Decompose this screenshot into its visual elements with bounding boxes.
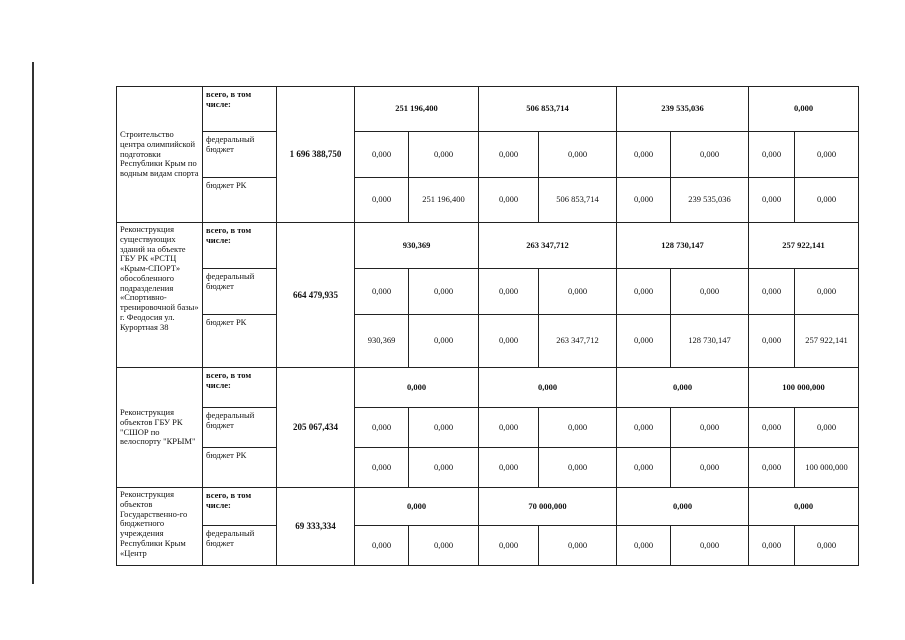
federal-cell: 0,000 [479, 269, 539, 315]
federal-cell: 0,000 [795, 526, 859, 566]
year-sum-3: 239 535,036 [617, 87, 749, 132]
regional-cell: 0,000 [409, 315, 479, 368]
budget-table [116, 86, 859, 566]
federal-cell: 0,000 [617, 408, 671, 448]
object-name: Реконструкция существующих зданий на объекте ГБУ РК «РСТЦ «Крым-СПОРТ» обособленного подразделения «Спортивно-тренировочной базы» г. Феодосия ул. Курортная 38 [117, 223, 203, 368]
regional-cell: 0,000 [355, 178, 409, 223]
label-federal: федеральный бюджет [203, 526, 277, 566]
federal-cell: 0,000 [617, 132, 671, 178]
object-total: 1 696 388,750 [277, 87, 355, 223]
year-sum-2: 70 000,000 [479, 488, 617, 526]
year-sum-3: 0,000 [617, 488, 749, 526]
year-sum-4: 0,000 [749, 87, 859, 132]
year-sum-4: 257 922,141 [749, 223, 859, 269]
table-row [117, 315, 859, 368]
object-name: Строительство центра олимпийской подготовки Республики Крым по водным видам спорта [117, 87, 203, 223]
regional-cell: 263 347,712 [539, 315, 617, 368]
object-name: Реконструкция объектов Государственно-го бюджетного учреждения Республики Крым «Центр [117, 488, 203, 566]
federal-cell: 0,000 [795, 408, 859, 448]
federal-cell: 0,000 [355, 269, 409, 315]
federal-cell: 0,000 [671, 269, 749, 315]
regional-cell: 0,000 [617, 448, 671, 488]
regional-cell: 257 922,141 [795, 315, 859, 368]
label-regional: бюджет РК [203, 178, 277, 223]
regional-cell: 100 000,000 [795, 448, 859, 488]
federal-cell: 0,000 [479, 526, 539, 566]
federal-cell: 0,000 [671, 526, 749, 566]
label-regional: бюджет РК [203, 448, 277, 488]
label-regional: бюджет РК [203, 315, 277, 368]
federal-cell: 0,000 [749, 526, 795, 566]
table-row [117, 526, 859, 566]
regional-cell: 0,000 [539, 448, 617, 488]
year-sum-1: 930,369 [355, 223, 479, 269]
year-sum-2: 263 347,712 [479, 223, 617, 269]
federal-cell: 0,000 [671, 132, 749, 178]
federal-cell: 0,000 [617, 526, 671, 566]
federal-cell: 0,000 [409, 526, 479, 566]
label-total: всего, в том числе: [203, 223, 277, 269]
regional-cell: 0,000 [671, 448, 749, 488]
regional-cell: 0,000 [479, 315, 539, 368]
label-federal: федеральный бюджет [203, 269, 277, 315]
regional-cell: 0,000 [355, 448, 409, 488]
regional-cell: 0,000 [617, 178, 671, 223]
regional-cell: 0,000 [749, 315, 795, 368]
federal-cell: 0,000 [749, 269, 795, 315]
regional-cell: 0,000 [749, 178, 795, 223]
federal-cell: 0,000 [539, 132, 617, 178]
year-sum-3: 0,000 [617, 368, 749, 408]
regional-cell: 0,000 [409, 448, 479, 488]
table-row [117, 448, 859, 488]
regional-cell: 251 196,400 [409, 178, 479, 223]
federal-cell: 0,000 [617, 269, 671, 315]
federal-cell: 0,000 [409, 132, 479, 178]
federal-cell: 0,000 [355, 408, 409, 448]
year-sum-1: 0,000 [355, 368, 479, 408]
federal-cell: 0,000 [539, 408, 617, 448]
table-row [117, 408, 859, 448]
table-row [117, 368, 859, 408]
regional-cell: 239 535,036 [671, 178, 749, 223]
table-row [117, 87, 859, 132]
label-federal: федеральный бюджет [203, 132, 277, 178]
page-margin-line [32, 62, 34, 584]
regional-cell: 0,000 [749, 448, 795, 488]
federal-cell: 0,000 [749, 408, 795, 448]
regional-cell: 0,000 [479, 178, 539, 223]
federal-cell: 0,000 [795, 132, 859, 178]
year-sum-3: 128 730,147 [617, 223, 749, 269]
object-name: Реконструкция объектов ГБУ РК "СШОР по велоспорту "КРЫМ" [117, 368, 203, 488]
table-row [117, 488, 859, 526]
federal-cell: 0,000 [479, 132, 539, 178]
federal-cell: 0,000 [409, 269, 479, 315]
year-sum-2: 506 853,714 [479, 87, 617, 132]
federal-cell: 0,000 [355, 132, 409, 178]
regional-cell: 930,369 [355, 315, 409, 368]
federal-cell: 0,000 [795, 269, 859, 315]
federal-cell: 0,000 [539, 269, 617, 315]
table-row [117, 223, 859, 269]
regional-cell: 0,000 [479, 448, 539, 488]
label-total: всего, в том числе: [203, 488, 277, 526]
object-total: 69 333,334 [277, 488, 355, 566]
year-sum-4: 100 000,000 [749, 368, 859, 408]
table-row [117, 269, 859, 315]
year-sum-2: 0,000 [479, 368, 617, 408]
table-row [117, 132, 859, 178]
federal-cell: 0,000 [671, 408, 749, 448]
federal-cell: 0,000 [539, 526, 617, 566]
label-total: всего, в том числе: [203, 87, 277, 132]
federal-cell: 0,000 [749, 132, 795, 178]
year-sum-4: 0,000 [749, 488, 859, 526]
federal-cell: 0,000 [479, 408, 539, 448]
regional-cell: 0,000 [795, 178, 859, 223]
year-sum-1: 251 196,400 [355, 87, 479, 132]
table-row [117, 178, 859, 223]
federal-cell: 0,000 [355, 526, 409, 566]
object-total: 205 067,434 [277, 368, 355, 488]
label-total: всего, в том числе: [203, 368, 277, 408]
label-federal: федеральный бюджет [203, 408, 277, 448]
federal-cell: 0,000 [409, 408, 479, 448]
object-total: 664 479,935 [277, 223, 355, 368]
year-sum-1: 0,000 [355, 488, 479, 526]
regional-cell: 128 730,147 [671, 315, 749, 368]
regional-cell: 0,000 [617, 315, 671, 368]
regional-cell: 506 853,714 [539, 178, 617, 223]
